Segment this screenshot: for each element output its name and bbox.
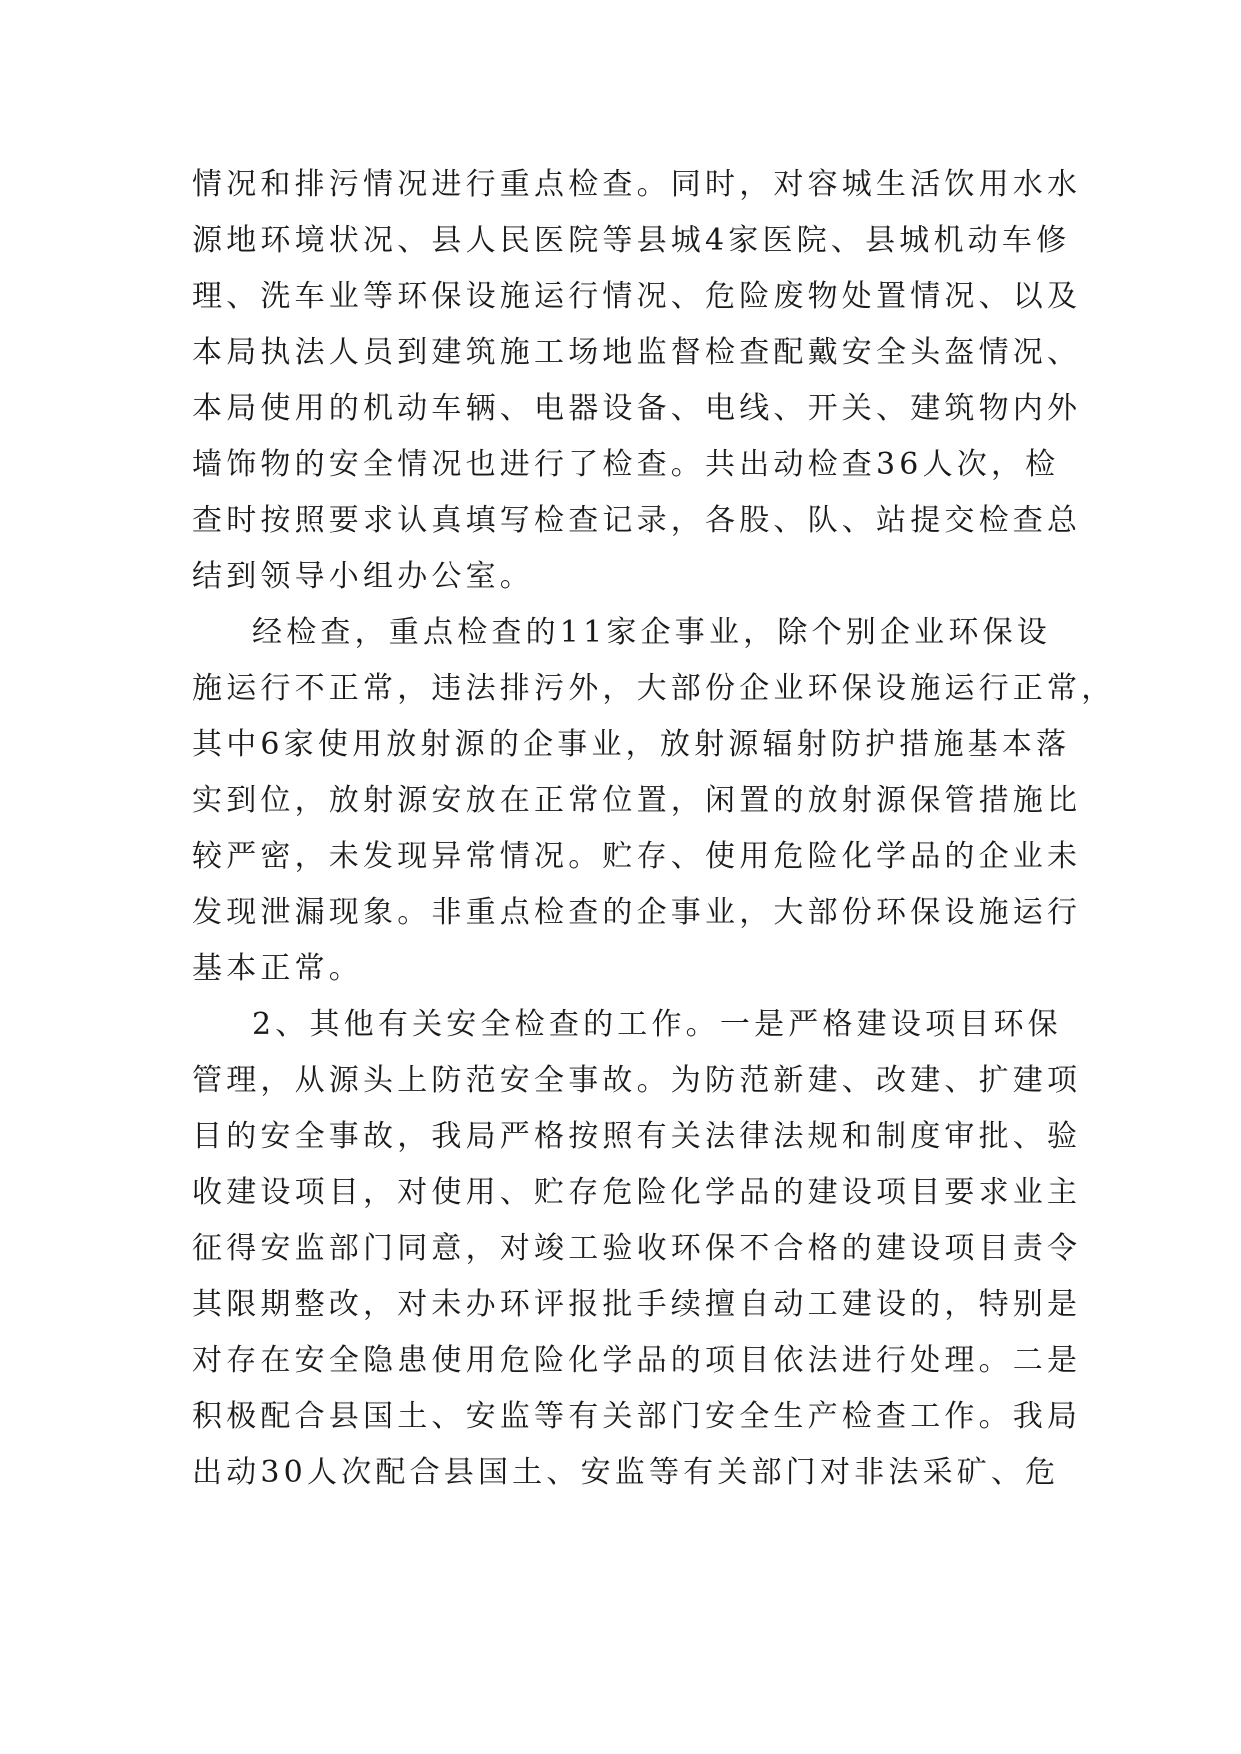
text-line: 积极配合县国土、安监等有关部门安全生产检查工作。我局 — [192, 1399, 1082, 1434]
text-line: 墙饰物的安全情况也进行了检查。共出动检查36人次，检 — [192, 447, 1060, 482]
text-line: 情况和排污情况进行重点检查。同时，对容城生活饮用水水 — [192, 167, 1082, 202]
text-line: 结到领导小组办公室。 — [192, 559, 534, 594]
text-line: 征得安监部门同意，对竣工验收环保不合格的建设项目责令 — [192, 1231, 1082, 1266]
text-line: 源地环境状况、县人民医院等县城4家医院、县城机动车修 — [192, 223, 1071, 258]
text-line: 发现泄漏现象。非重点检查的企事业，大部份环保设施运行 — [192, 895, 1082, 930]
text-line: 本局执法人员到建筑施工场地监督检查配戴安全头盔情况、 — [192, 335, 1082, 370]
text-line: 较严密，未发现异常情况。贮存、使用危险化学品的企业未 — [192, 839, 1082, 874]
text-line: 实到位，放射源安放在正常位置，闲置的放射源保管措施比 — [192, 783, 1082, 818]
text-line: 基本正常。 — [192, 951, 363, 986]
text-line: 查时按照要求认真填写检查记录，各股、队、站提交检查总 — [192, 503, 1082, 538]
text-line: 收建设项目，对使用、贮存危险化学品的建设项目要求业主 — [192, 1175, 1082, 1210]
text-line: 2、其他有关安全检查的工作。一是严格建设项目环保 — [252, 1007, 1062, 1042]
text-line: 目的安全事故，我局严格按照有关法律法规和制度审批、验 — [192, 1119, 1082, 1154]
text-line: 经检查，重点检查的11家企事业，除个别企业环保设 — [252, 615, 1051, 650]
text-line: 出动30人次配合县国土、安监等有关部门对非法采矿、危 — [192, 1455, 1060, 1490]
text-line: 其中6家使用放射源的企事业，放射源辐射防护措施基本落 — [192, 727, 1071, 762]
text-line: 其限期整改，对未办环评报批手续擅自动工建设的，特别是 — [192, 1287, 1082, 1322]
text-line: 施运行不正常，违法排污外，大部份企业环保设施运行正常， — [192, 671, 1116, 706]
text-line: 管理，从源头上防范安全事故。为防范新建、改建、扩建项 — [192, 1063, 1082, 1098]
text-line: 对存在安全隐患使用危险化学品的项目依法进行处理。二是 — [192, 1343, 1082, 1378]
body-text — [192, 157, 1116, 1501]
text-line: 理、洗车业等环保设施运行情况、危险废物处置情况、以及 — [192, 279, 1082, 314]
text-line: 本局使用的机动车辆、电器设备、电线、开关、建筑物内外 — [192, 391, 1082, 426]
